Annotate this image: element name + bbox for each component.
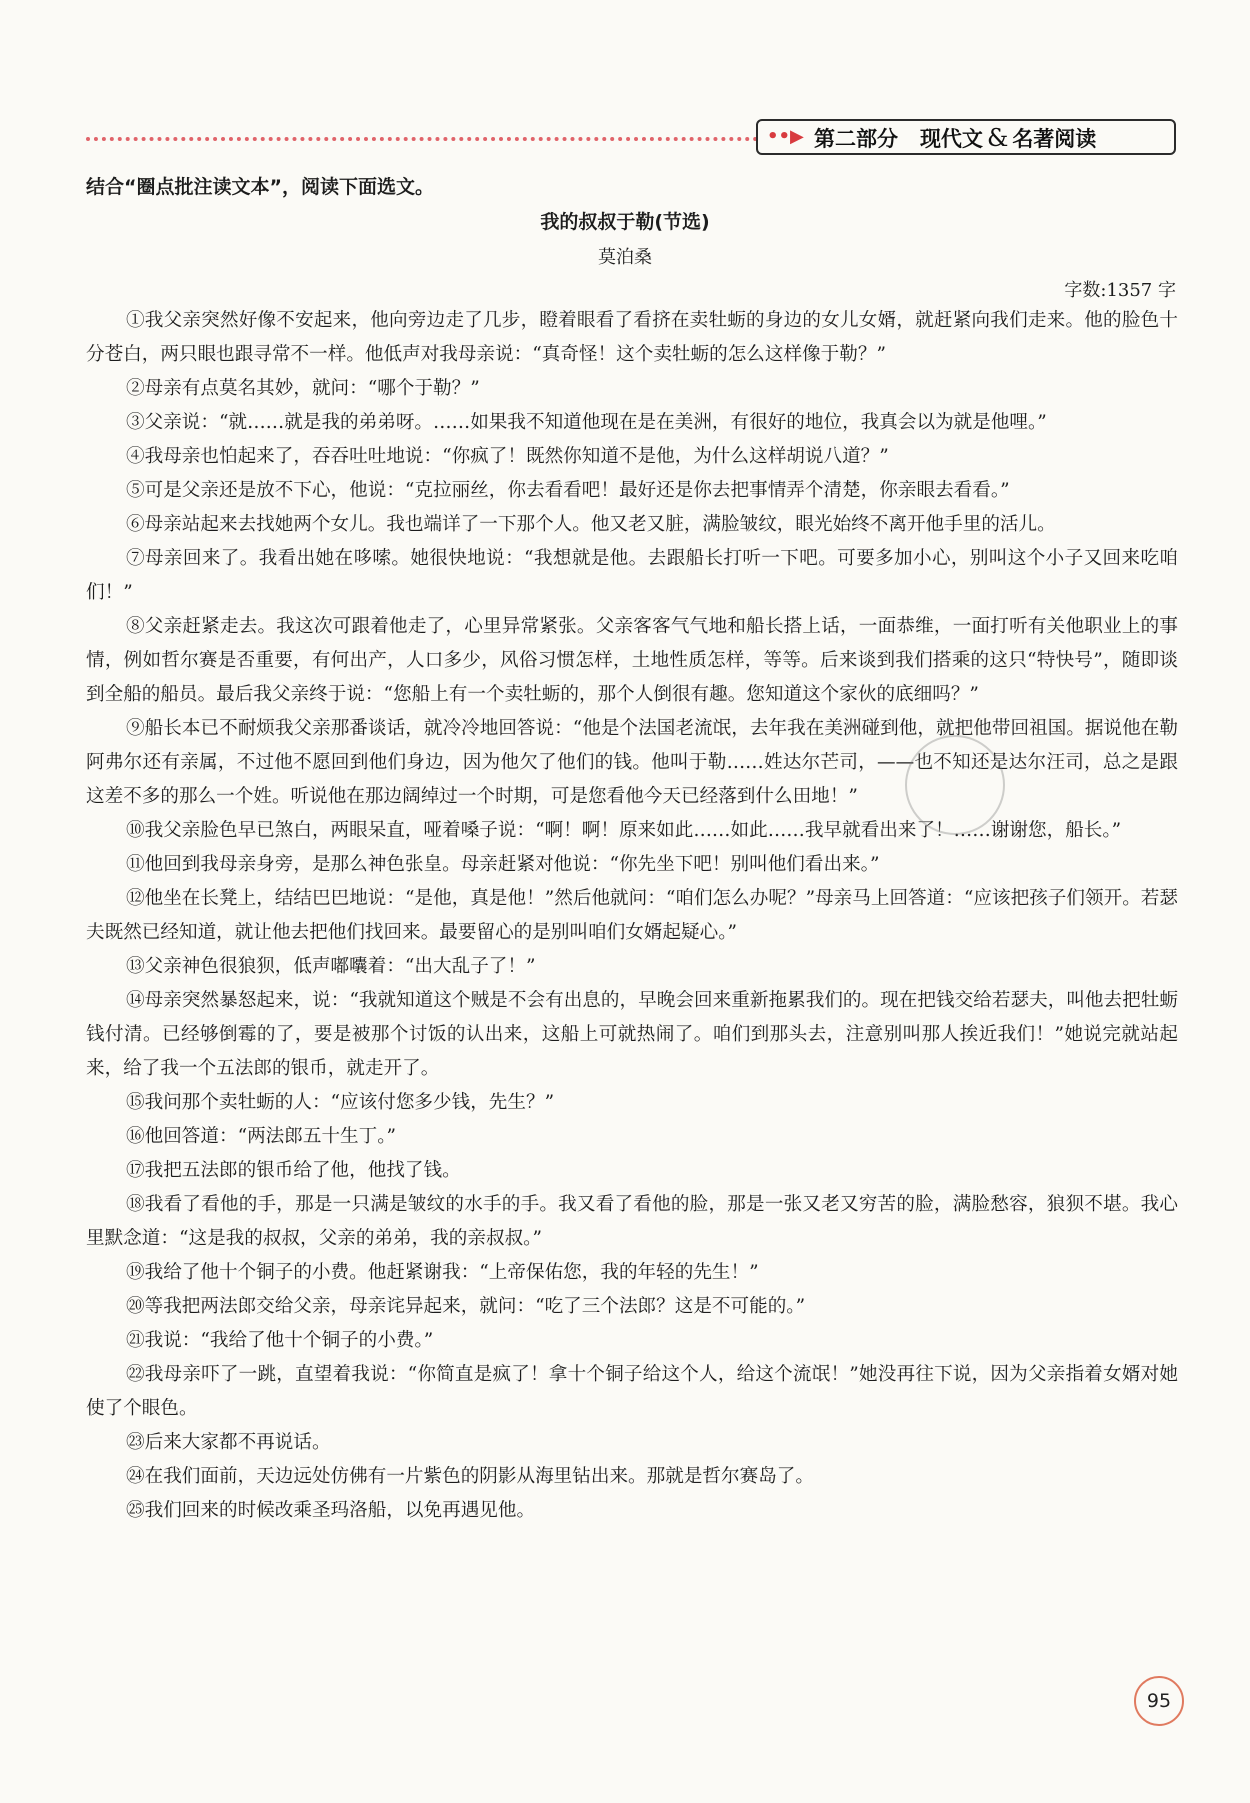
- section-part2: 名著阅读: [1012, 127, 1097, 151]
- paragraph-12: ⑫他坐在长凳上，结结巴巴地说：“是他，真是他！”然后他就问：“咱们怎么办呢？”母亲马上回答道：“应该把孩子们领开。若瑟夫既然已经知道，就让他去把他们找回来。最要留心的是别叫咱们女婿起疑心。”: [86, 888, 1178, 943]
- section-header: [814, 120, 1096, 156]
- paragraph-10: ⑩我父亲脸色早已煞白，两眼呆直，哑着嗓子说：“啊！啊！原来如此……如此……我早就看出来了！……谢谢您，船长。”: [126, 820, 1122, 841]
- page-number: 95: [1134, 1676, 1184, 1726]
- section-part1: 现代文: [919, 127, 983, 151]
- paragraph-3: ③父亲说：“就……就是我的弟弟呀。……如果我不知道他现在是在美洲，有很好的地位，我真会以为就是他哩。”: [126, 412, 1047, 433]
- paragraph-20: ⑳等我把两法郎交给父亲，母亲诧异起来，就问：“吃了三个法郎？这是不可能的。”: [126, 1296, 806, 1317]
- paragraph-15: ⑮我问那个卖牡蛎的人：“应该付您多少钱，先生？”: [126, 1092, 555, 1113]
- article-body: [86, 304, 1178, 1528]
- paragraph-8: ⑧父亲赶紧走去。我这次可跟着他走了，心里异常紧张。父亲客客气气地和船长搭上话，一面恭维，一面打听有关他职业上的事情，例如哲尔赛是否重要，有何出产，人口多少，风俗习惯怎样，土地性质怎样，等等。后来谈到我们搭乘的这只“特快号”，随即谈到全船的船员。最后我父亲终于说：“您船上有一个卖牡蛎的，那个人倒很有趣。您知道这个家伙的底细吗？”: [86, 616, 1178, 705]
- paragraph-2: ②母亲有点莫名其妙，就问：“哪个于勒？”: [126, 378, 480, 399]
- article-author: 莫泊桑: [598, 247, 652, 268]
- paragraph-6: ⑥母亲站起来去找她两个女儿。我也端详了一下那个人。他又老又脏，满脸皱纹，眼光始终不离开他手里的活儿。: [126, 514, 1056, 535]
- paragraph-17: ⑰我把五法郎的银币给了他，他找了钱。: [126, 1160, 461, 1181]
- paragraph-25: ㉕我们回来的时候改乘圣玛洛船，以免再遇见他。: [126, 1500, 536, 1521]
- paragraph-18: ⑱我看了看他的手，那是一只满是皱纹的水手的手。我又看了看他的脸，那是一张又老又穷苦的脸，满脸愁容，狼狈不堪。我心里默念道：“这是我的叔叔，父亲的弟弟，我的亲叔叔。”: [86, 1194, 1178, 1249]
- paragraph-5: ⑤可是父亲还是放不下心，他说：“克拉丽丝，你去看看吧！最好还是你去把事情弄个清楚，你亲眼去看看。”: [126, 480, 1010, 501]
- section-amp: &: [986, 124, 1009, 152]
- paragraph-1: ①我父亲突然好像不安起来，他向旁边走了几步，瞪着眼看了看挤在卖牡蛎的身边的女儿女婿，就赶紧向我们走来。他的脸色十分苍白，两只眼也跟寻常不一样。他低声对我母亲说：“真奇怪！这个卖牡蛎的怎么这样像于勒？”: [86, 310, 1178, 365]
- paragraph-23: ㉓后来大家都不再说话。: [126, 1432, 331, 1453]
- watermark-stamp-icon: [905, 735, 1005, 835]
- paragraph-4: ④我母亲也怕起来了，吞吞吐吐地说：“你疯了！既然你知道不是他，为什么这样胡说八道？”: [126, 446, 889, 467]
- paragraph-7: ⑦母亲回来了。我看出她在哆嗦。她很快地说：“我想就是他。去跟船长打听一下吧。可要多加小心，别叫这个小子又回来吃咱们！”: [86, 548, 1178, 603]
- paragraph-13: ⑬父亲神色很狼狈，低声嘟囔着：“出大乱子了！”: [126, 956, 536, 977]
- word-count: 字数:1357 字: [1064, 280, 1176, 301]
- section-label: 第二部分: [814, 127, 898, 151]
- paragraph-19: ⑲我给了他十个铜子的小费。他赶紧谢我：“上帝保佑您，我的年轻的先生！”: [126, 1262, 759, 1283]
- header-dotted-rule: [86, 137, 758, 141]
- paragraph-14: ⑭母亲突然暴怒起来，说：“我就知道这个贼是不会有出息的，早晚会回来重新拖累我们的。现在把钱交给若瑟夫，叫他去把牡蛎钱付清。已经够倒霉的了，要是被那个讨饭的认出来，这船上可就热闹了。咱们到那头去，注意别叫那人挨近我们！”她说完就站起来，给了我一个五法郎的银币，就走开了。: [86, 990, 1178, 1079]
- paragraph-16: ⑯他回答道：“两法郎五十生丁。”: [126, 1126, 397, 1147]
- paragraph-21: ㉑我说：“我给了他十个铜子的小费。”: [126, 1330, 434, 1351]
- paragraph-9: ⑨船长本已不耐烦我父亲那番谈话，就冷冷地回答说：“他是个法国老流氓，去年我在美洲碰到他，就把他带回祖国。据说他在勒阿弗尔还有亲属，不过他不愿回到他们身边，因为他欠了他们的钱。他叫于勒……姓达尔芒司，——也不知还是达尔汪司，总之是跟这差不多的那么一个姓。听说他在那边阔绰过一个时期，可是您看他今天已经落到什么田地！”: [86, 718, 1178, 807]
- paragraph-24: ㉔在我们面前，天边远处仿佛有一片紫色的阴影从海里钻出来。那就是哲尔赛岛了。: [126, 1466, 814, 1487]
- reading-instruction: 结合“圈点批注读文本”，阅读下面选文。: [86, 176, 434, 198]
- paragraph-22: ㉒我母亲吓了一跳，直望着我说：“你简直是疯了！拿十个铜子给这个人，给这个流氓！”她没再往下说，因为父亲指着女婿对她使了个眼色。: [86, 1364, 1178, 1419]
- paragraph-11: ⑪他回到我母亲身旁，是那么神色张皇。母亲赶紧对他说：“你先坐下吧！别叫他们看出来。”: [126, 854, 880, 875]
- header-arrow-icon: ••▶: [767, 126, 804, 147]
- article-title: 我的叔叔于勒(节选): [540, 211, 710, 233]
